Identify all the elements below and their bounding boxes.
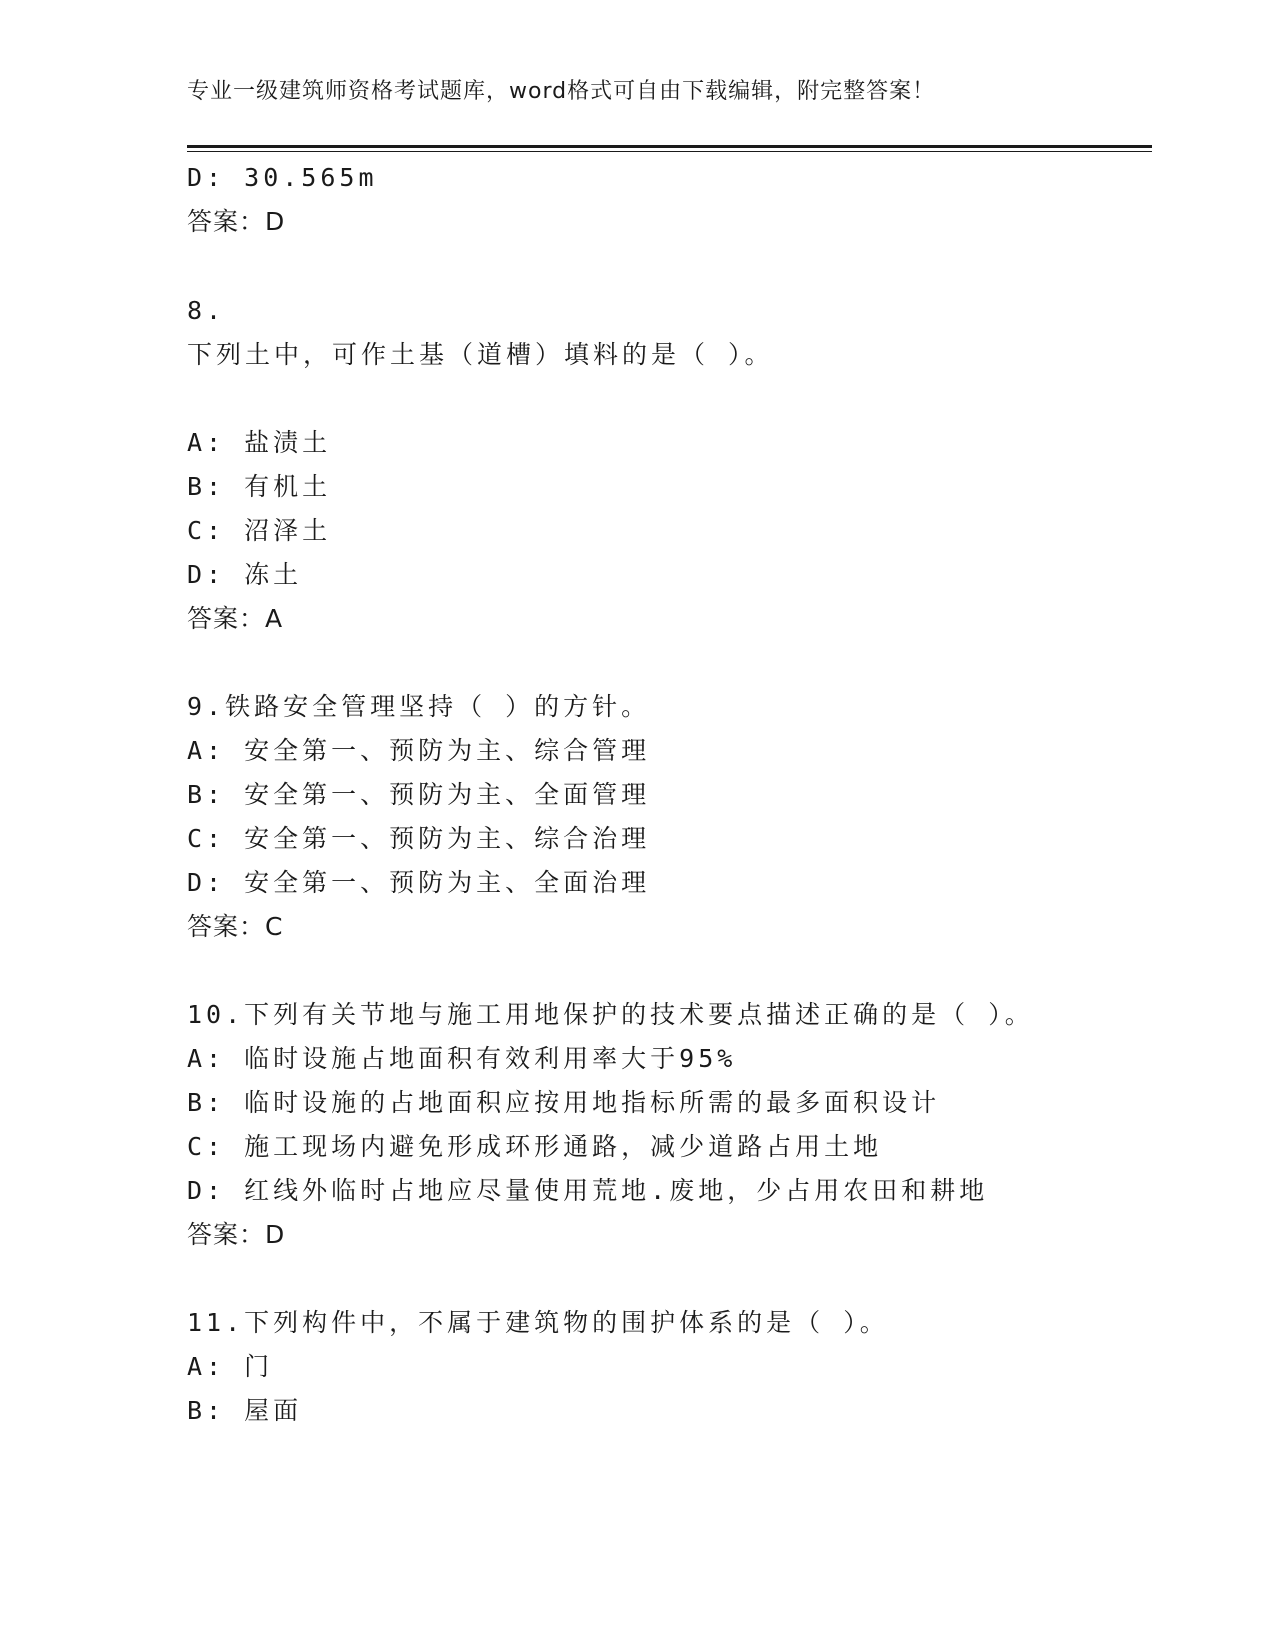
header-rule-thick (187, 145, 1152, 148)
question-number-8: 8. (187, 296, 226, 325)
option-d-q7: D: 30.565m (187, 163, 378, 192)
option-b-q8: B: 有机土 (187, 472, 332, 501)
option-a-q11: A: 门 (187, 1352, 274, 1381)
question-9-text: 9.铁路安全管理坚持（ ）的方针。 (187, 692, 651, 721)
option-b-q11: B: 屋面 (187, 1396, 303, 1425)
option-c-q10: C: 施工现场内避免形成环形通路，减少道路占用土地 (187, 1132, 883, 1161)
page-header: 专业一级建筑师资格考试题库，word格式可自由下载编辑，附完整答案！ (187, 79, 936, 104)
option-a-q10: A: 临时设施占地面积有效利用率大于95% (187, 1044, 737, 1073)
option-a-q8: A: 盐渍土 (187, 428, 332, 457)
answer-q9: 答案：C (187, 912, 284, 941)
option-d-q8: D: 冻土 (187, 560, 303, 589)
option-b-q9: B: 安全第一、预防为主、全面管理 (187, 780, 651, 809)
answer-q8: 答案：A (187, 604, 284, 633)
answer-q10: 答案：D (187, 1220, 286, 1249)
question-11-text: 11.下列构件中，不属于建筑物的围护体系的是（ ）。 (187, 1308, 889, 1337)
option-a-q9: A: 安全第一、预防为主、综合管理 (187, 736, 651, 765)
option-b-q10: B: 临时设施的占地面积应按用地指标所需的最多面积设计 (187, 1088, 941, 1117)
question-10-text: 10.下列有关节地与施工用地保护的技术要点描述正确的是（ ）。 (187, 1000, 1034, 1029)
option-d-q10: D: 红线外临时占地应尽量使用荒地.废地，少占用农田和耕地 (187, 1176, 989, 1205)
option-c-q8: C: 沼泽土 (187, 516, 332, 545)
answer-q7: 答案：D (187, 207, 286, 236)
option-c-q9: C: 安全第一、预防为主、综合治理 (187, 824, 651, 853)
header-rule-thin (187, 151, 1152, 152)
option-d-q9: D: 安全第一、预防为主、全面治理 (187, 868, 651, 897)
question-8-text: 下列土中，可作土基（道槽）填料的是（ ）。 (187, 340, 774, 369)
